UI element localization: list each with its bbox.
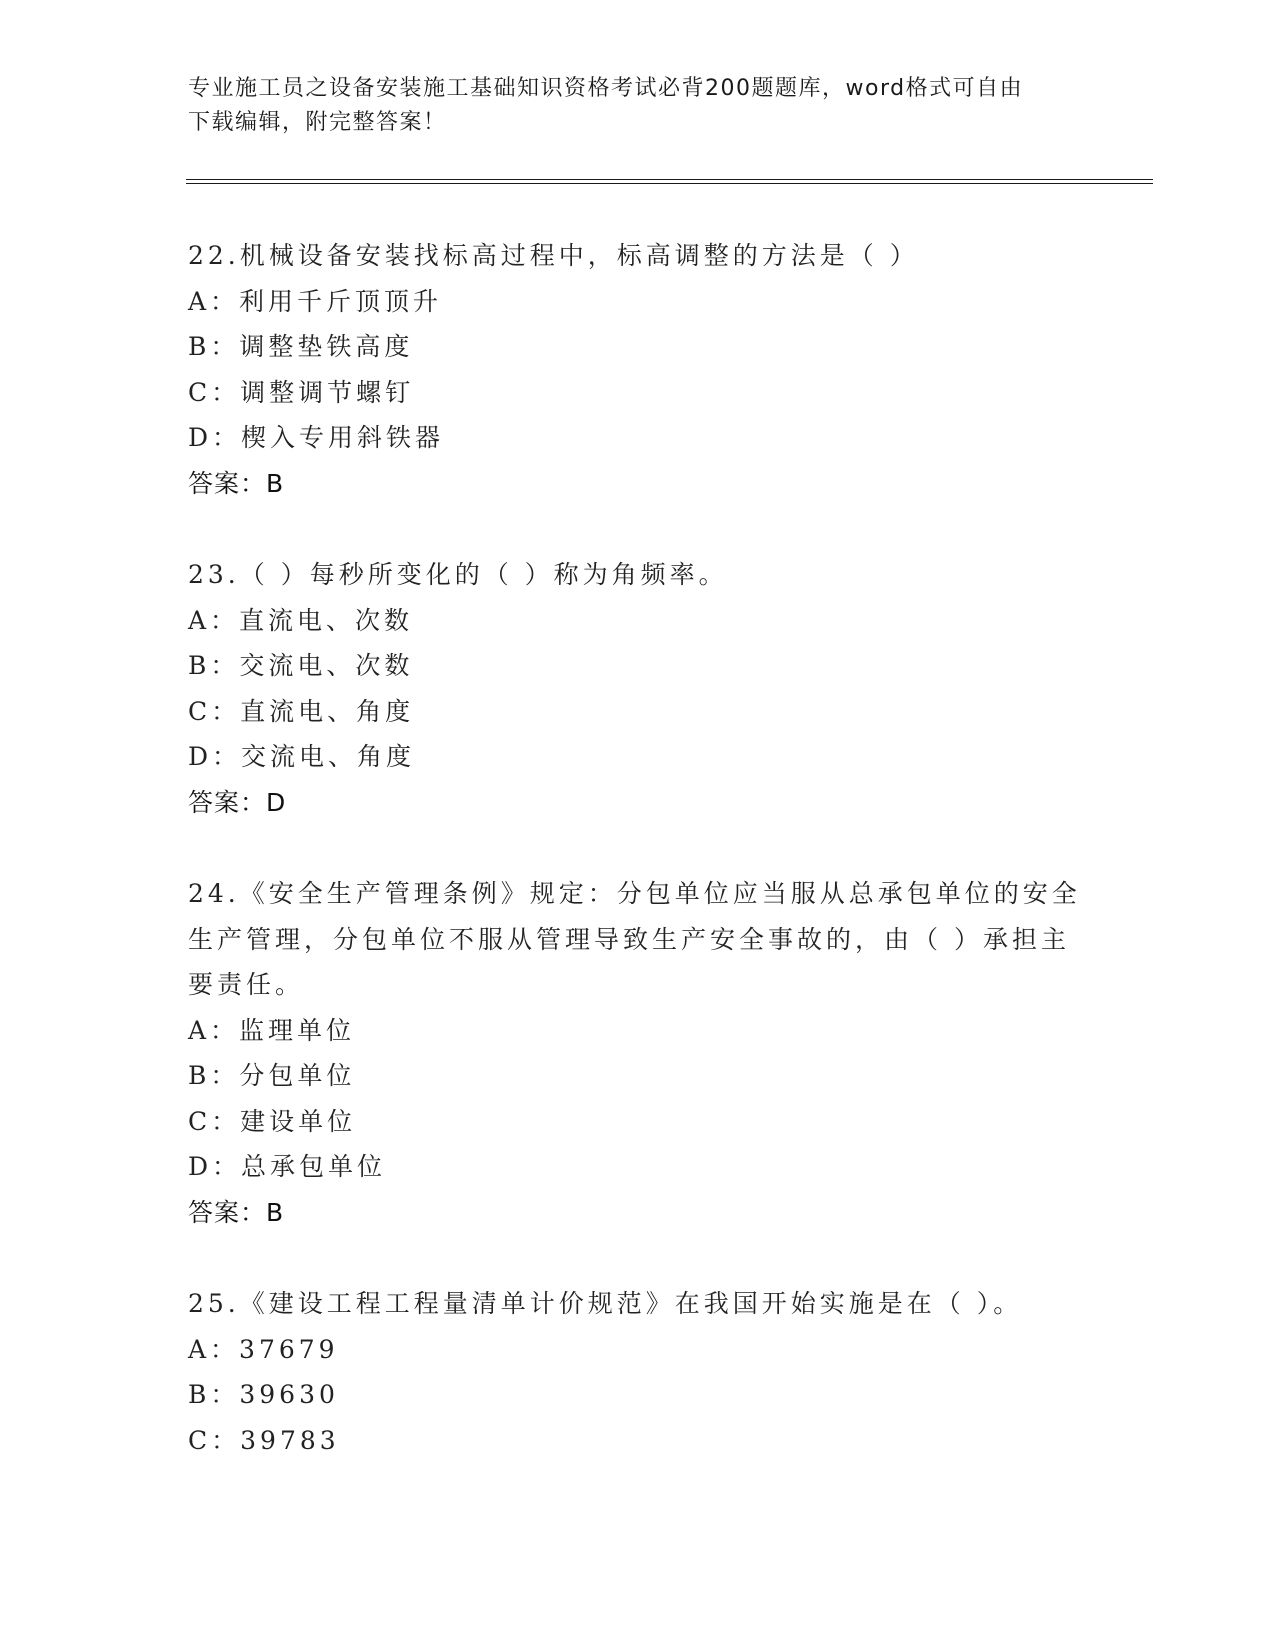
question-stem-line-3: 要责任。	[188, 970, 305, 999]
option-c: C：调整调节螺钉	[188, 377, 415, 407]
answer: 答案：B	[188, 1197, 285, 1227]
header-divider-top	[186, 179, 1153, 180]
header-line-1: 专业施工员之设备安装施工基础知识资格考试必背200题题库，word格式可自由	[188, 76, 1024, 101]
option-a: A：直流电、次数	[188, 605, 414, 635]
document-header	[188, 72, 1088, 140]
question-22	[188, 233, 1088, 506]
option-a: A：监理单位	[188, 1015, 356, 1045]
option-a: A：37679	[188, 1334, 339, 1364]
option-b: B：交流电、次数	[188, 651, 414, 680]
option-d: D：交流电、角度	[188, 742, 416, 771]
question-stem-line-2: 生产管理，分包单位不服从管理导致生产安全事故的，由（ ）承担主	[188, 924, 1070, 954]
question-stem-line-1: 24.《安全生产管理条例》规定：分包单位应当服从总承包单位的安全	[188, 879, 1081, 908]
header-divider-bottom	[186, 183, 1153, 184]
question-24	[188, 871, 1088, 1235]
question-stem: 23.（ ）每秒所变化的（ ）称为角频率。	[188, 560, 728, 589]
option-b: B：分包单位	[188, 1061, 356, 1090]
question-stem: 25.《建设工程工程量清单计价规范》在我国开始实施是在（ ）。	[188, 1289, 1023, 1318]
option-c: C：建设单位	[188, 1106, 357, 1136]
option-c: C：39783	[188, 1425, 340, 1455]
answer: 答案：B	[188, 468, 285, 498]
header-line-2: 下载编辑，附完整答案！	[188, 110, 447, 135]
option-d: D：总承包单位	[188, 1152, 387, 1181]
option-b: B：调整垫铁高度	[188, 332, 414, 361]
question-25	[188, 1281, 1088, 1463]
option-c: C：直流电、角度	[188, 696, 415, 726]
option-b: B：39630	[188, 1380, 339, 1409]
option-d: D：楔入专用斜铁器	[188, 423, 445, 452]
answer: 答案：D	[188, 787, 287, 817]
question-23	[188, 552, 1088, 825]
question-stem: 22.机械设备安装找标高过程中，标高调整的方法是（ ）	[188, 241, 919, 270]
option-a: A：利用千斤顶顶升	[188, 286, 443, 316]
